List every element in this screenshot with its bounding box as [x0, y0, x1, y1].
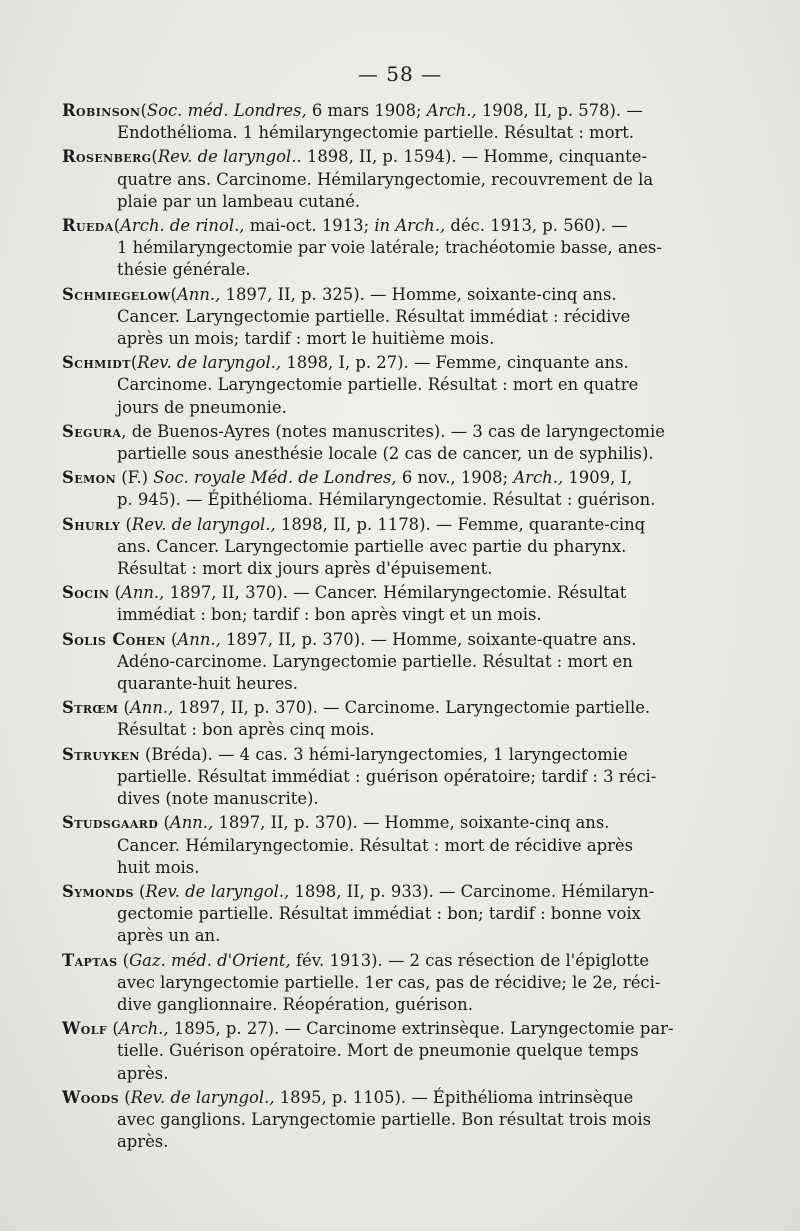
entry-first-line — [62, 881, 722, 903]
entry-continuation-line — [62, 191, 722, 213]
author-name: Wolf — [62, 1019, 108, 1039]
entry-continuation-line — [62, 651, 722, 673]
journal-title: Ann., — [177, 629, 221, 649]
entry-continuation-line — [62, 1109, 722, 1131]
entry-text: ( — [117, 950, 130, 970]
entry-text: fév. 1913). — 2 cas résection de l'épiglotte — [290, 950, 650, 970]
author-name: Symonds — [62, 881, 134, 901]
entry-text: ( — [118, 698, 130, 718]
journal-title: Arch., — [426, 101, 477, 120]
entry-first-line — [62, 100, 722, 122]
entry-text: Adéno-carcinome. Laryngectomie partielle. Résultat : mort en — [117, 651, 633, 671]
entry-first-line — [62, 629, 722, 651]
entry-text: 1909, I, — [563, 468, 633, 488]
entry-first-line — [62, 421, 722, 443]
journal-title: Rev. de laryngol., — [131, 514, 276, 534]
entry-text: immédiat : bon; tardif : bon après vingt et un mois. — [117, 605, 542, 625]
entry-text: 6 mars 1908; — [306, 101, 427, 120]
bibliography-entry — [62, 744, 722, 811]
author-name: Segura — [62, 421, 122, 441]
entry-text: Cancer. Laryngectomie partielle. Résultat immédiat : récidive — [117, 306, 631, 326]
entry-continuation-line — [62, 259, 722, 281]
entry-text: Carcinome. Laryngectomie partielle. Résultat : mort en quatre — [117, 375, 639, 395]
bibliography-entry — [62, 421, 722, 465]
bibliography-entry — [62, 812, 722, 879]
journal-title: Rev. de laryngol., — [137, 353, 282, 373]
entry-continuation-line — [62, 719, 722, 741]
author-name: Struyken — [62, 744, 140, 764]
entry-continuation-line — [62, 1063, 722, 1085]
entry-text: thésie générale. — [117, 260, 251, 280]
entry-text: après un an. — [117, 926, 221, 946]
entry-text: 1898, I, p. 27). — Femme, cinquante ans. — [281, 353, 629, 373]
entry-continuation-line — [62, 604, 722, 626]
entry-text: gectomie partielle. Résultat immédiat : bon; tardif : bonne voix — [117, 904, 641, 924]
entry-text: ( — [109, 583, 121, 603]
journal-title: Ann., — [169, 813, 214, 833]
entry-text: ans. Cancer. Laryngectomie partielle avec partie du pharynx. — [117, 536, 627, 556]
author-name: Rosenberg — [62, 147, 152, 167]
author-name: Socin — [62, 583, 110, 603]
entry-text: , de Buenos-Ayres (notes manuscrites). — 3 cas de laryngectomie — [121, 421, 665, 441]
entry-text: avec laryngectomie partielle. 1er cas, pas de récidive; le 2e, réci- — [117, 972, 661, 992]
entry-text: ( — [133, 881, 146, 901]
entry-text: (Bréda). — 4 cas. 3 hémi-laryngectomies, 1 laryngectomie — [139, 744, 628, 764]
author-name: Woods — [62, 1087, 120, 1107]
author-name: Robinson — [62, 101, 141, 120]
entry-continuation-line — [62, 766, 722, 788]
entry-text: ( — [113, 216, 121, 236]
entry-first-line — [62, 1018, 722, 1040]
entry-continuation-line — [62, 536, 722, 558]
bibliography-entry — [62, 697, 722, 741]
entry-first-line — [62, 812, 722, 834]
entry-text: avec ganglions. Laryngectomie partielle. Bon résultat trois mois — [117, 1109, 652, 1129]
entry-text: 1897, II, p. 370). — Homme, soixante-quatre ans. — [220, 629, 637, 649]
journal-title: Rev. de laryngol., — [145, 881, 290, 901]
entry-text: ( — [170, 284, 177, 304]
entry-text: mai-oct. 1913; — [244, 216, 375, 236]
author-name: Solis Cohen — [62, 629, 166, 649]
entry-first-line — [62, 697, 722, 719]
entry-continuation-line — [62, 994, 722, 1016]
entry-text: Résultat : bon après cinq mois. — [117, 720, 375, 740]
entry-text: Cancer. Hémilaryngectomie. Résultat : mort de récidive après — [117, 835, 634, 855]
bibliography-entry — [62, 881, 722, 948]
entry-continuation-line — [62, 374, 722, 396]
entry-continuation-line — [62, 925, 722, 947]
entry-text: tielle. Guérison opératoire. Mort de pneumonie quelque temps — [117, 1041, 639, 1061]
entry-text: ( — [120, 514, 132, 534]
bibliography-entry — [62, 950, 722, 1017]
author-name: Schmiegelow — [62, 284, 171, 304]
author-name: Schmidt — [62, 353, 131, 373]
entry-text: Endothélioma. 1 hémilaryngectomie partielle. Résultat : mort. — [117, 123, 635, 143]
page-number: — 58 — — [357, 62, 443, 86]
entry-continuation-line — [62, 1131, 722, 1153]
entry-continuation-line — [62, 857, 722, 879]
entry-text: 1898, II, p. 933). — Carcinome. Hémilaryn- — [289, 881, 655, 901]
author-name: Shurly — [62, 514, 121, 534]
entry-first-line — [62, 950, 722, 972]
entry-continuation-line — [62, 903, 722, 925]
bibliography-entry — [62, 352, 722, 419]
bibliography-entry — [62, 1087, 722, 1154]
entry-text: p. 945). — Épithélioma. Hémilaryngectomie. Résultat : guérison. — [117, 490, 656, 510]
entry-first-line — [62, 352, 722, 374]
bibliography-entry — [62, 1018, 722, 1085]
entry-continuation-line — [62, 443, 722, 465]
entry-first-line — [62, 514, 722, 536]
author-name: Rueda — [62, 216, 114, 236]
entry-first-line — [62, 744, 722, 766]
entry-text: ( — [151, 147, 158, 167]
entry-text: ( — [130, 353, 138, 373]
entry-text: après. — [117, 1132, 169, 1152]
entry-first-line — [62, 284, 722, 306]
entry-text: 1898, II, p. 1594). — Homme, cinquante- — [301, 147, 647, 167]
entry-continuation-line — [62, 673, 722, 695]
entry-text: Résultat : mort dix jours après d'épuisement. — [117, 559, 493, 579]
entry-text: 1897, II, p. 370). — Carcinome. Laryngectomie partielle. — [173, 698, 651, 718]
bibliography-entry — [62, 467, 722, 511]
entry-continuation-line — [62, 972, 722, 994]
entry-text: dives (note manuscrite). — [117, 789, 319, 809]
journal-title: Ann., — [176, 284, 221, 304]
entry-text: plaie par un lambeau cutané. — [117, 191, 361, 211]
entry-first-line — [62, 215, 722, 237]
entry-continuation-line — [62, 169, 722, 191]
entry-continuation-line — [62, 558, 722, 580]
entry-text: quatre ans. Carcinome. Hémilaryngectomie, recouvrement de la — [117, 169, 654, 189]
bibliography-list — [62, 100, 722, 1155]
entry-text: ( — [165, 629, 178, 649]
entry-continuation-line — [62, 489, 722, 511]
bibliography-entry — [62, 582, 722, 626]
author-name: Semon — [62, 468, 117, 488]
journal-title: Rev. de laryngol., — [130, 1087, 275, 1107]
entry-first-line — [62, 1087, 722, 1109]
entry-text: après un mois; tardif : mort le huitième mois. — [117, 329, 495, 349]
entry-continuation-line — [62, 1040, 722, 1062]
entry-continuation-line — [62, 122, 722, 144]
entry-text: ( — [107, 1019, 119, 1039]
bibliography-entry — [62, 215, 722, 282]
entry-text: 1897, II, 370). — Cancer. Hémilaryngectomie. Résultat — [164, 583, 627, 603]
journal-title: Arch. de rinol., — [120, 216, 245, 236]
bibliography-entry — [62, 514, 722, 581]
entry-continuation-line — [62, 237, 722, 259]
entry-text: 1 hémilaryngectomie par voie latérale; trachéotomie basse, anes- — [117, 238, 662, 258]
entry-text: huit mois. — [117, 857, 200, 877]
bibliography-entry — [62, 100, 722, 144]
entry-continuation-line — [62, 788, 722, 810]
entry-text: ( — [119, 1087, 131, 1107]
entry-first-line — [62, 582, 722, 604]
journal-title: Arch., — [118, 1019, 169, 1039]
author-name: Studsgaard — [62, 813, 159, 833]
entry-first-line — [62, 467, 722, 489]
author-name: Taptas — [62, 950, 118, 970]
author-name: Strœm — [62, 698, 119, 718]
journal-title: Gaz. méd. d'Orient, — [129, 950, 291, 970]
entry-text: 1897, II, p. 325). — Homme, soixante-cinq ans. — [220, 284, 617, 304]
entry-text: quarante-huit heures. — [117, 674, 298, 694]
entry-text: 1898, II, p. 1178). — Femme, quarante-cinq — [275, 514, 646, 534]
journal-title: in Arch., — [374, 216, 446, 236]
bibliography-entry — [62, 284, 722, 351]
bibliography-entry — [62, 146, 722, 213]
entry-continuation-line — [62, 328, 722, 350]
journal-title: Ann., — [129, 698, 174, 718]
entry-text: 1908, II, p. 578). — — [476, 101, 643, 120]
journal-title: Soc. méd. Londres, — [146, 101, 307, 120]
journal-title: Arch., — [513, 468, 564, 488]
entry-continuation-line — [62, 397, 722, 419]
entry-text: partielle sous anesthésie locale (2 cas de cancer, un de syphilis). — [117, 444, 654, 464]
bibliography-entry — [62, 629, 722, 696]
entry-text: après. — [117, 1063, 169, 1083]
entry-text: 6 nov., 1908; — [396, 468, 514, 488]
entry-continuation-line — [62, 306, 722, 328]
entry-text: ( — [158, 813, 170, 833]
entry-text: 1895, p. 1105). — Épithélioma intrinsèque — [274, 1087, 634, 1107]
entry-text: déc. 1913, p. 560). — — [445, 216, 628, 236]
entry-text: 1897, II, p. 370). — Homme, soixante-cinq ans. — [213, 813, 610, 833]
entry-text: dive ganglionnaire. Réopération, guérison. — [117, 994, 473, 1014]
journal-title: Ann., — [120, 583, 165, 603]
entry-text: partielle. Résultat immédiat : guérison opératoire; tardif : 3 réci- — [117, 766, 657, 786]
journal-title: Rev. de laryngol.. — [157, 147, 302, 167]
entry-first-line — [62, 146, 722, 168]
entry-text: 1895, p. 27). — Carcinome extrinsèque. Laryngectomie par- — [168, 1019, 674, 1039]
journal-title: Soc. royale Méd. de Londres, — [153, 468, 397, 488]
entry-text: ( — [140, 101, 147, 120]
entry-text: jours de pneumonie. — [117, 397, 287, 417]
entry-text: (F.) — [116, 468, 154, 488]
entry-continuation-line — [62, 835, 722, 857]
